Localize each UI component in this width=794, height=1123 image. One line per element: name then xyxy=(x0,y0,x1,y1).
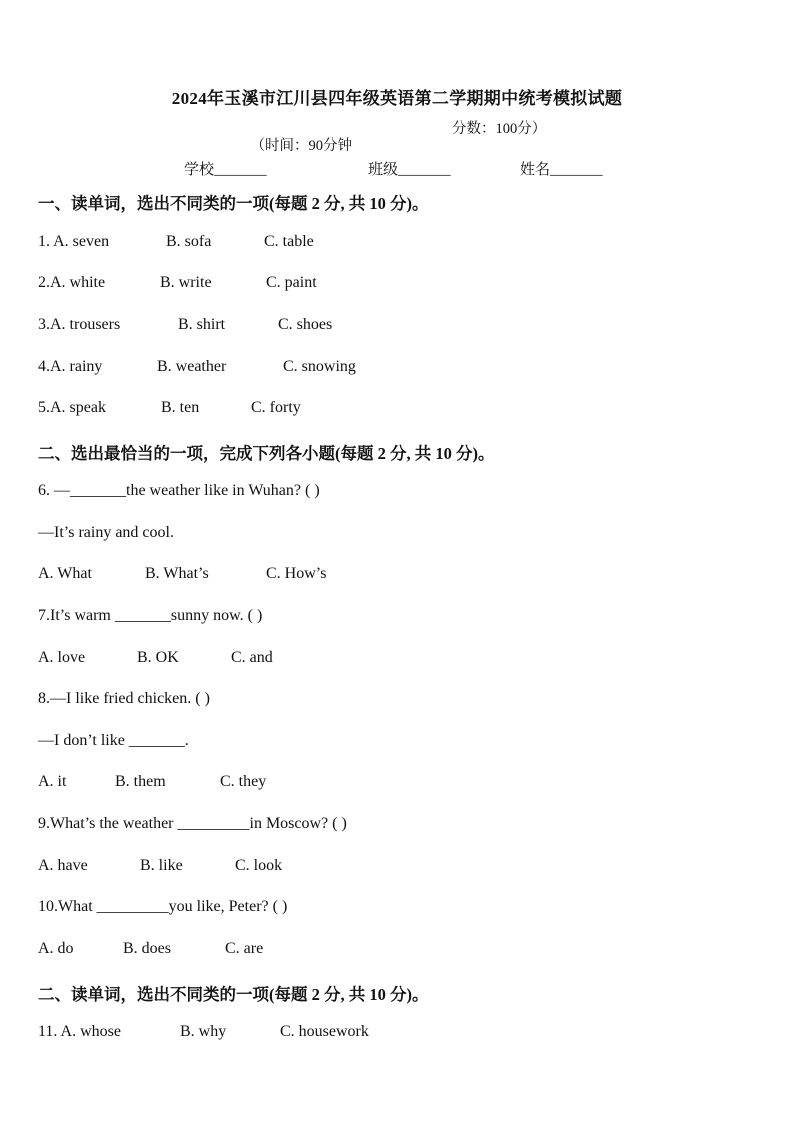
q9-option-a: A. have xyxy=(38,857,88,874)
name-field: 姓名_______ xyxy=(520,162,603,178)
q8-option-c: C. they xyxy=(220,773,267,790)
q9-option-b: B. like xyxy=(140,857,183,874)
question-5 xyxy=(38,399,301,417)
q5-option-b: B. ten xyxy=(161,399,200,416)
question-10-options xyxy=(38,940,263,958)
question-8-reply: —I don’t like _______. xyxy=(38,732,189,749)
q1-option-b: B. sofa xyxy=(166,233,212,250)
q2-option-c: C. paint xyxy=(266,274,317,291)
question-7-options xyxy=(38,649,273,667)
q7-option-a: A. love xyxy=(38,649,86,666)
q9-option-c: C. look xyxy=(235,857,283,874)
q4-option-a: 4.A. rainy xyxy=(38,358,103,375)
q5-option-c: C. forty xyxy=(251,399,301,416)
q10-option-a: A. do xyxy=(38,940,74,957)
exam-score: 分数：100分） xyxy=(452,121,547,137)
question-1 xyxy=(38,233,314,251)
q3-option-b: B. shirt xyxy=(178,316,226,333)
q7-option-c: C. and xyxy=(231,649,273,666)
q8-option-a: A. it xyxy=(38,773,67,790)
q11-option-b: B. why xyxy=(180,1023,227,1040)
q5-option-a: 5.A. speak xyxy=(38,399,106,416)
exam-title: 2024年玉溪市江川县四年级英语第二学期期中统考模拟试题 xyxy=(171,89,623,108)
question-6-stem: 6. —_______the weather like in Wuhan? ( ) xyxy=(38,482,320,499)
question-2 xyxy=(38,274,317,292)
q6-option-a: A. What xyxy=(38,565,92,582)
q1-option-a: 1. A. seven xyxy=(38,233,110,250)
section-3-heading: 二、读单词，选出不同类的一项(每题 2 分, 共 10 分)。 xyxy=(38,985,429,1004)
question-9-stem: 9.What’s the weather _________in Moscow? ( ) xyxy=(38,815,347,832)
section-1-heading: 一、读单词，选出不同类的一项(每题 2 分, 共 10 分)。 xyxy=(38,194,429,213)
q3-option-a: 3.A. trousers xyxy=(38,316,121,333)
question-7-stem: 7.It’s warm _______sunny now. ( ) xyxy=(38,607,263,624)
q6-option-c: C. How’s xyxy=(266,565,327,582)
q3-option-c: C. shoes xyxy=(278,316,333,333)
question-10-stem: 10.What _________you like, Peter? ( ) xyxy=(38,898,288,915)
q2-option-b: B. write xyxy=(160,274,212,291)
question-9-options xyxy=(38,857,282,875)
q10-option-c: C. are xyxy=(225,940,264,957)
q4-option-c: C. snowing xyxy=(283,358,356,375)
section-2-heading: 二、选出最恰当的一项，完成下列各小题(每题 2 分, 共 10 分)。 xyxy=(38,444,495,463)
question-4 xyxy=(38,358,356,376)
q4-option-b: B. weather xyxy=(157,358,227,375)
q7-option-b: B. OK xyxy=(137,649,179,666)
question-6-options xyxy=(38,565,326,583)
question-11 xyxy=(38,1023,369,1041)
exam-time: （时间：90分钟 xyxy=(250,138,352,154)
school-field: 学校_______ xyxy=(184,162,267,178)
question-8-options xyxy=(38,773,266,791)
question-6-reply: —It’s rainy and cool. xyxy=(38,524,174,541)
question-3 xyxy=(38,316,332,334)
q1-option-c: C. table xyxy=(264,233,314,250)
q8-option-b: B. them xyxy=(115,773,166,790)
q11-option-c: C. housework xyxy=(280,1023,369,1040)
class-field: 班级_______ xyxy=(368,162,451,178)
q2-option-a: 2.A. white xyxy=(38,274,106,291)
student-info-row xyxy=(0,158,794,178)
q10-option-b: B. does xyxy=(123,940,171,957)
question-8-stem: 8.—I like fried chicken. ( ) xyxy=(38,690,210,707)
q6-option-b: B. What’s xyxy=(145,565,209,582)
q11-option-a: 11. A. whose xyxy=(38,1023,121,1040)
